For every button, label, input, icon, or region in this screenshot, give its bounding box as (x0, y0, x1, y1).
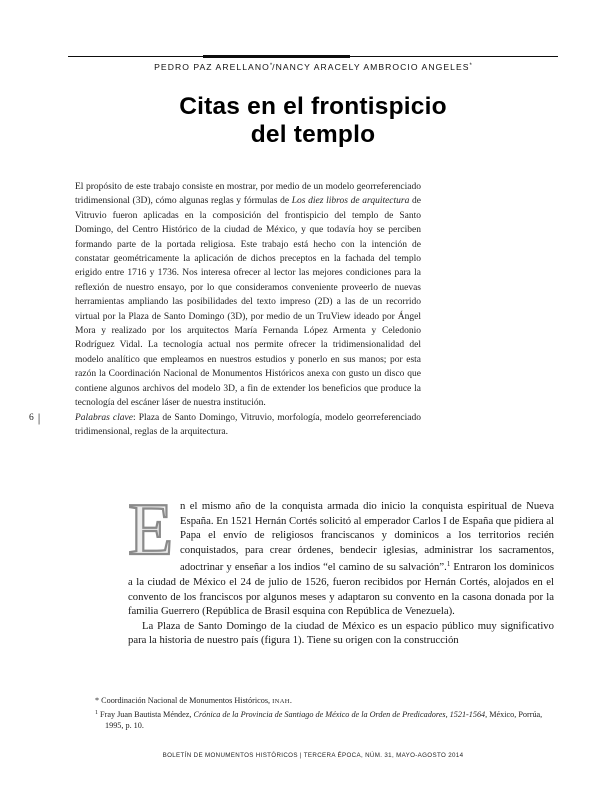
author-1-affiliation-mark: * (269, 63, 273, 69)
footnote-1-text-1: Fray Juan Bautista Méndez, (98, 709, 194, 719)
footnote-affiliation-period: . (289, 696, 292, 705)
abstract-block (75, 180, 421, 439)
footnote-affiliation (95, 696, 547, 708)
keywords-label: Palabras clave (75, 412, 133, 423)
body-paragraph-1 (128, 489, 554, 619)
footnote-affiliation-institution: INAH (272, 698, 290, 705)
author-2-affiliation-mark: * (469, 63, 472, 69)
page-number (29, 410, 40, 426)
footnote-1-text-2: , México, Porrúa, 1995, p. 10. (105, 709, 543, 730)
footnote-1-book-title: Crónica de la Provincia de Santiago de México de la Orden de Predicadores, 1521-1564 (193, 709, 486, 719)
footnote-affiliation-marker: * (95, 696, 100, 705)
footnote-1-marker: 1 (95, 709, 98, 716)
footnote-1 (95, 708, 547, 732)
footnote-reference-1: 1 (446, 560, 451, 569)
header-rule-thick-segment (203, 55, 350, 58)
keywords-line (75, 411, 421, 440)
body-paragraph-1-text-2: Entraron los dominicos a la ciudad de México el 24 de julio de 1526, fueron recibidos por Hernán Cortés, alojados en el convento de los franciscos por algunos meses y adaptaron su convento en la casona donada por la familia Guerrero (República de Brasil esquina con República de Venezuela). (128, 561, 554, 618)
author-2: NANCY ARACELY AMBROCIO ANGELES (275, 62, 470, 72)
article-title-line-1: Citas en el frontispicio (179, 93, 447, 120)
drop-cap: E (128, 489, 174, 571)
page-number-value: 6 (29, 413, 34, 423)
body-paragraph-2: La Plaza de Santo Domingo de la ciudad de México es un espacio público muy significativo para la historia de nuestro país (figura 1). Tiene su origen con la construcción (128, 619, 554, 647)
abstract-text-2: de Vitruvio fueron aplicadas en la composición del frontispicio del templo de Santo Domingo, del Centro Histórico de la ciudad de México, y que todavía hoy se perciben formando parte de la portada religiosa. Este trabajo está hecho con la intención de constatar geométricamente la aplicación de dichos preceptos en la fachada del templo erigido entre 1716 y 1736. Nos interesa ofrecer al lector las mejores condiciones para la reflexión de nuestro ensayo, por lo que consideramos conveniente proveerlo de nuevas herramientas ampliando las posibilidades del texto impreso (2D) a las de un recorrido virtual por la Plaza de Santo Domingo (3D), por medio de un TruView ideado por Ángel Mora y realizado por los arquitectos María Fernanda López Armenta y Celedonio Rodríguez Vidal. La tecnología actual nos permite ofrecer la tridimensionalidad del modelo analítico que empleamos en nuestros estudios y ponerlo en sus manos; por esta razón la Coordinación Nacional de Monumentos Históricos anexa con gusto un disco que contiene algunos archivos del modelo 3D, a fin de extender los beneficios que produce la tecnología del escáner láser de nuestra institución. (75, 196, 422, 409)
authors-line (68, 62, 558, 72)
abstract-paragraph (75, 180, 421, 411)
footnote-affiliation-text: Coordinación Nacional de Monumentos Históricos, (99, 696, 273, 705)
abstract-book-title: Los diez libros de arquitectura (291, 196, 410, 207)
author-1: PEDRO PAZ ARELLANO (154, 62, 270, 72)
article-title (68, 93, 558, 148)
journal-footer: BOLETÍN DE MONUMENTOS HISTÓRICOS | TERCERA ÉPOCA, NÚM. 31, MAYO-AGOSTO 2014 (162, 752, 464, 759)
article-title-line-2: del templo (250, 120, 376, 148)
page-number-divider: | (37, 410, 41, 425)
body-text (128, 489, 554, 648)
keywords-text: : Plaza de Santo Domingo, Vitruvio, morfología, modelo georreferenciado tridimensional, reglas de la arquitectura. (75, 412, 421, 437)
abstract-text-1: El propósito de este trabajo consiste en mostrar, por medio de un modelo georreferenciado tridimensional (3D), cómo algunas reglas y fórmulas de (75, 182, 421, 207)
authors-separator: / (272, 62, 276, 72)
body-paragraph-1-text-1: n el mismo año de la conquista armada dio inicio la conquista espiritual de Nueva España. En 1521 Hernán Cortés solicitó al emperador Carlos I de España que pidiera al Papa el envío de religiosos franciscanos y dominicos a los territorios recién conquistados, para crear órdenes, bendecir iglesias, administrar los sacramentos, adoctrinar y enseñar a los indios “el camino de su salvación”. (180, 500, 554, 574)
footnotes-block (95, 696, 547, 731)
